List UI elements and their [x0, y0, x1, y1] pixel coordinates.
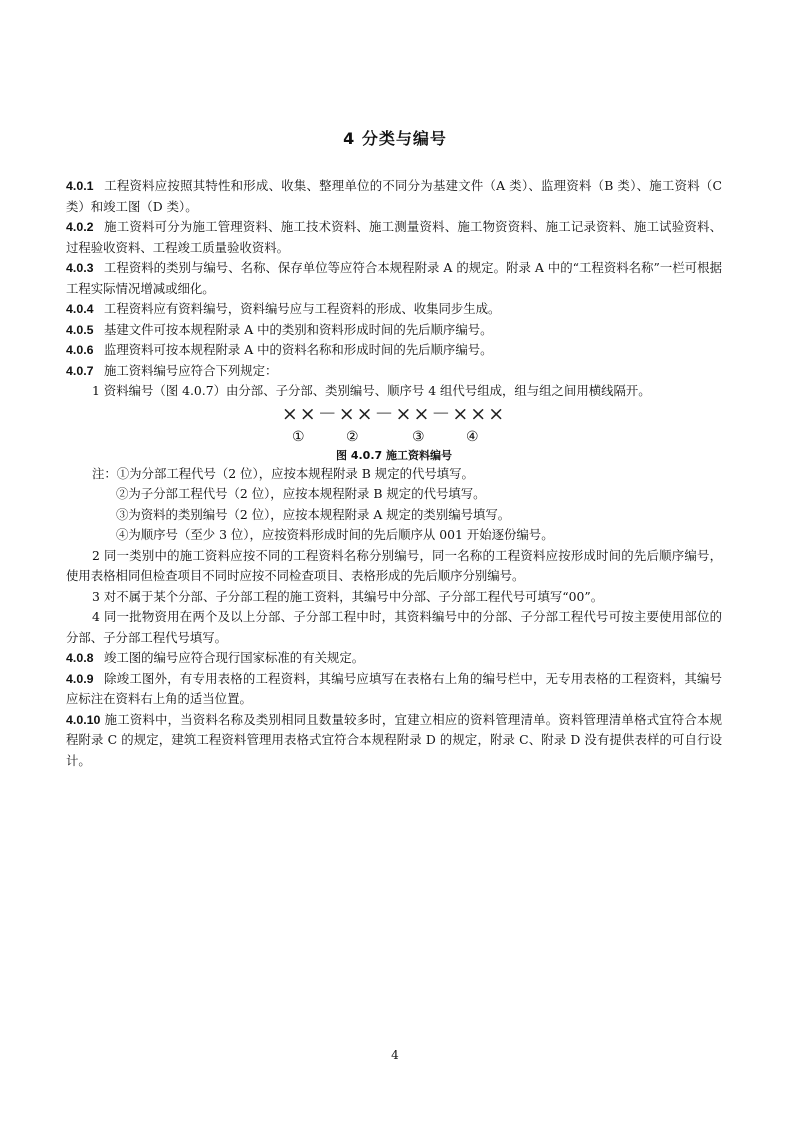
clause-number: 4.0.5: [66, 322, 94, 337]
clause-number: 4.0.2: [66, 220, 94, 234]
figure-4-0-7: [66, 402, 722, 464]
clause-4-0-9: [66, 669, 722, 710]
clause-text: 施工资料可分为施工管理资料、施工技术资料、施工测量资料、施工物资资料、施工记录资料、施工试验资料、过程验收资料、工程竣工质量验收资料。: [66, 219, 722, 255]
clause-text: 除竣工图外，有专用表格的工程资料，其编号应填写在表格右上角的编号栏中，无专用表格的工程资料，其编号应标注在资料右上角的适当位置。: [66, 670, 722, 706]
list-item-3: 3 对不属于某个分部、子分部工程的施工资料，其编号中分部、子分部工程代号可填写“00”。: [92, 588, 604, 604]
clause-4-0-10: [66, 710, 722, 772]
clause-4-0-2: [66, 217, 722, 258]
clause-text: 竣工图的编号应符合现行国家标准的有关规定。: [103, 650, 365, 665]
clause-text: 工程资料应按照其特性和形成、收集、整理单位的不同分为基建文件（A 类）、监理资料（B 类）、施工资料（C 类）和竣工图（D 类）。: [66, 178, 722, 214]
clause-number: 4.0.3: [66, 261, 94, 275]
note-3: ③为资料的类别编号（2 位），应按本规程附录 A 规定的类别编号填写。: [116, 506, 511, 522]
list-item-2: 2 同一类别中的施工资料应按不同的工程资料名称分别编号，同一名称的工程资料应按形成时间的先后顺序编号，使用表格相同但检查项目不同时应按不同检查项目、表格形成的先后顺序分别编号。: [66, 547, 722, 583]
marker-row: [66, 428, 722, 448]
clause-number: 4.0.10: [66, 712, 101, 727]
clause-4-0-1: [66, 176, 722, 217]
clause-text: 工程资料的类别与编号、名称、保存单位等应符合本规程附录 A 的规定。附录 A 中的“工程资料名称”一栏可根据工程实际情况增减或细化。: [66, 260, 722, 296]
clause-text: 基建文件可按本规程附录 A 中的类别和资料形成时间的先后顺序编号。: [103, 321, 493, 337]
note-4: ④为顺序号（至少 3 位），应按资料形成时间的先后顺序从 001 开始逐份编号。: [116, 527, 554, 542]
marker-1: ①: [292, 428, 305, 445]
body-text: [66, 176, 722, 771]
clause-text: 监理资料可按本规程附录 A 中的资料名称和形成时间的先后顺序编号。: [103, 342, 493, 357]
clause-4-0-3: [66, 258, 722, 299]
list-item-1: 1 资料编号（图 4.0.7）由分部、子分部、类别编号、顺序号 4 组代号组成，组与组之间用横线隔开。: [92, 383, 651, 398]
clause-4-0-7: [66, 361, 722, 382]
notes: [66, 464, 722, 546]
note-1: 注：①为分部工程代号（2 位），应按本规程附录 B 规定的代号填写。: [92, 465, 474, 481]
clause-number: 4.0.1: [66, 179, 94, 193]
marker-4: ④: [466, 428, 479, 445]
note-2: ②为子分部工程代号（2 位），应按本规程附录 B 规定的代号填写。: [116, 486, 486, 501]
clause-4-0-4: [66, 299, 722, 320]
figure-caption: 图 4.0.7 施工资料编号: [336, 448, 452, 462]
clause-number: 4.0.8: [66, 651, 94, 665]
clause-4-0-8: [66, 648, 722, 669]
clause-number: 4.0.9: [66, 671, 94, 686]
clause-text: 工程资料应有资料编号，资料编号应与工程资料的形成、收集同步生成。: [103, 301, 501, 316]
clause-number: 4.0.7: [66, 363, 94, 378]
chapter-title: 4 分类与编号: [343, 129, 447, 148]
clause-4-0-5: [66, 320, 722, 341]
marker-3: ③: [412, 428, 425, 445]
clause-text: 施工资料中，当资料名称及类别相同且数量较多时，宜建立相应的资料管理清单。资料管理清单格式宜符合本规程附录 C 的规定，建筑工程资料管理用表格式宜符合本规程附录 D 的规定，附录 C、附录 D 没有提供表样的可自行设计。: [66, 711, 722, 768]
clause-4-0-6: [66, 340, 722, 361]
clause-number: 4.0.4: [66, 302, 94, 316]
list-item-4: 4 同一批物资用在两个及以上分部、子分部工程中时，其资料编号中的分部、子分部工程代号可按主要使用部位的分部、子分部工程代号填写。: [66, 609, 722, 645]
page-number: 4: [391, 1048, 399, 1062]
clause-text: 施工资料编号应符合下列规定：: [103, 362, 278, 378]
clause-number: 4.0.6: [66, 343, 94, 357]
marker-2: ②: [346, 428, 359, 445]
code-pattern: ××－××－××－×××: [281, 402, 507, 425]
